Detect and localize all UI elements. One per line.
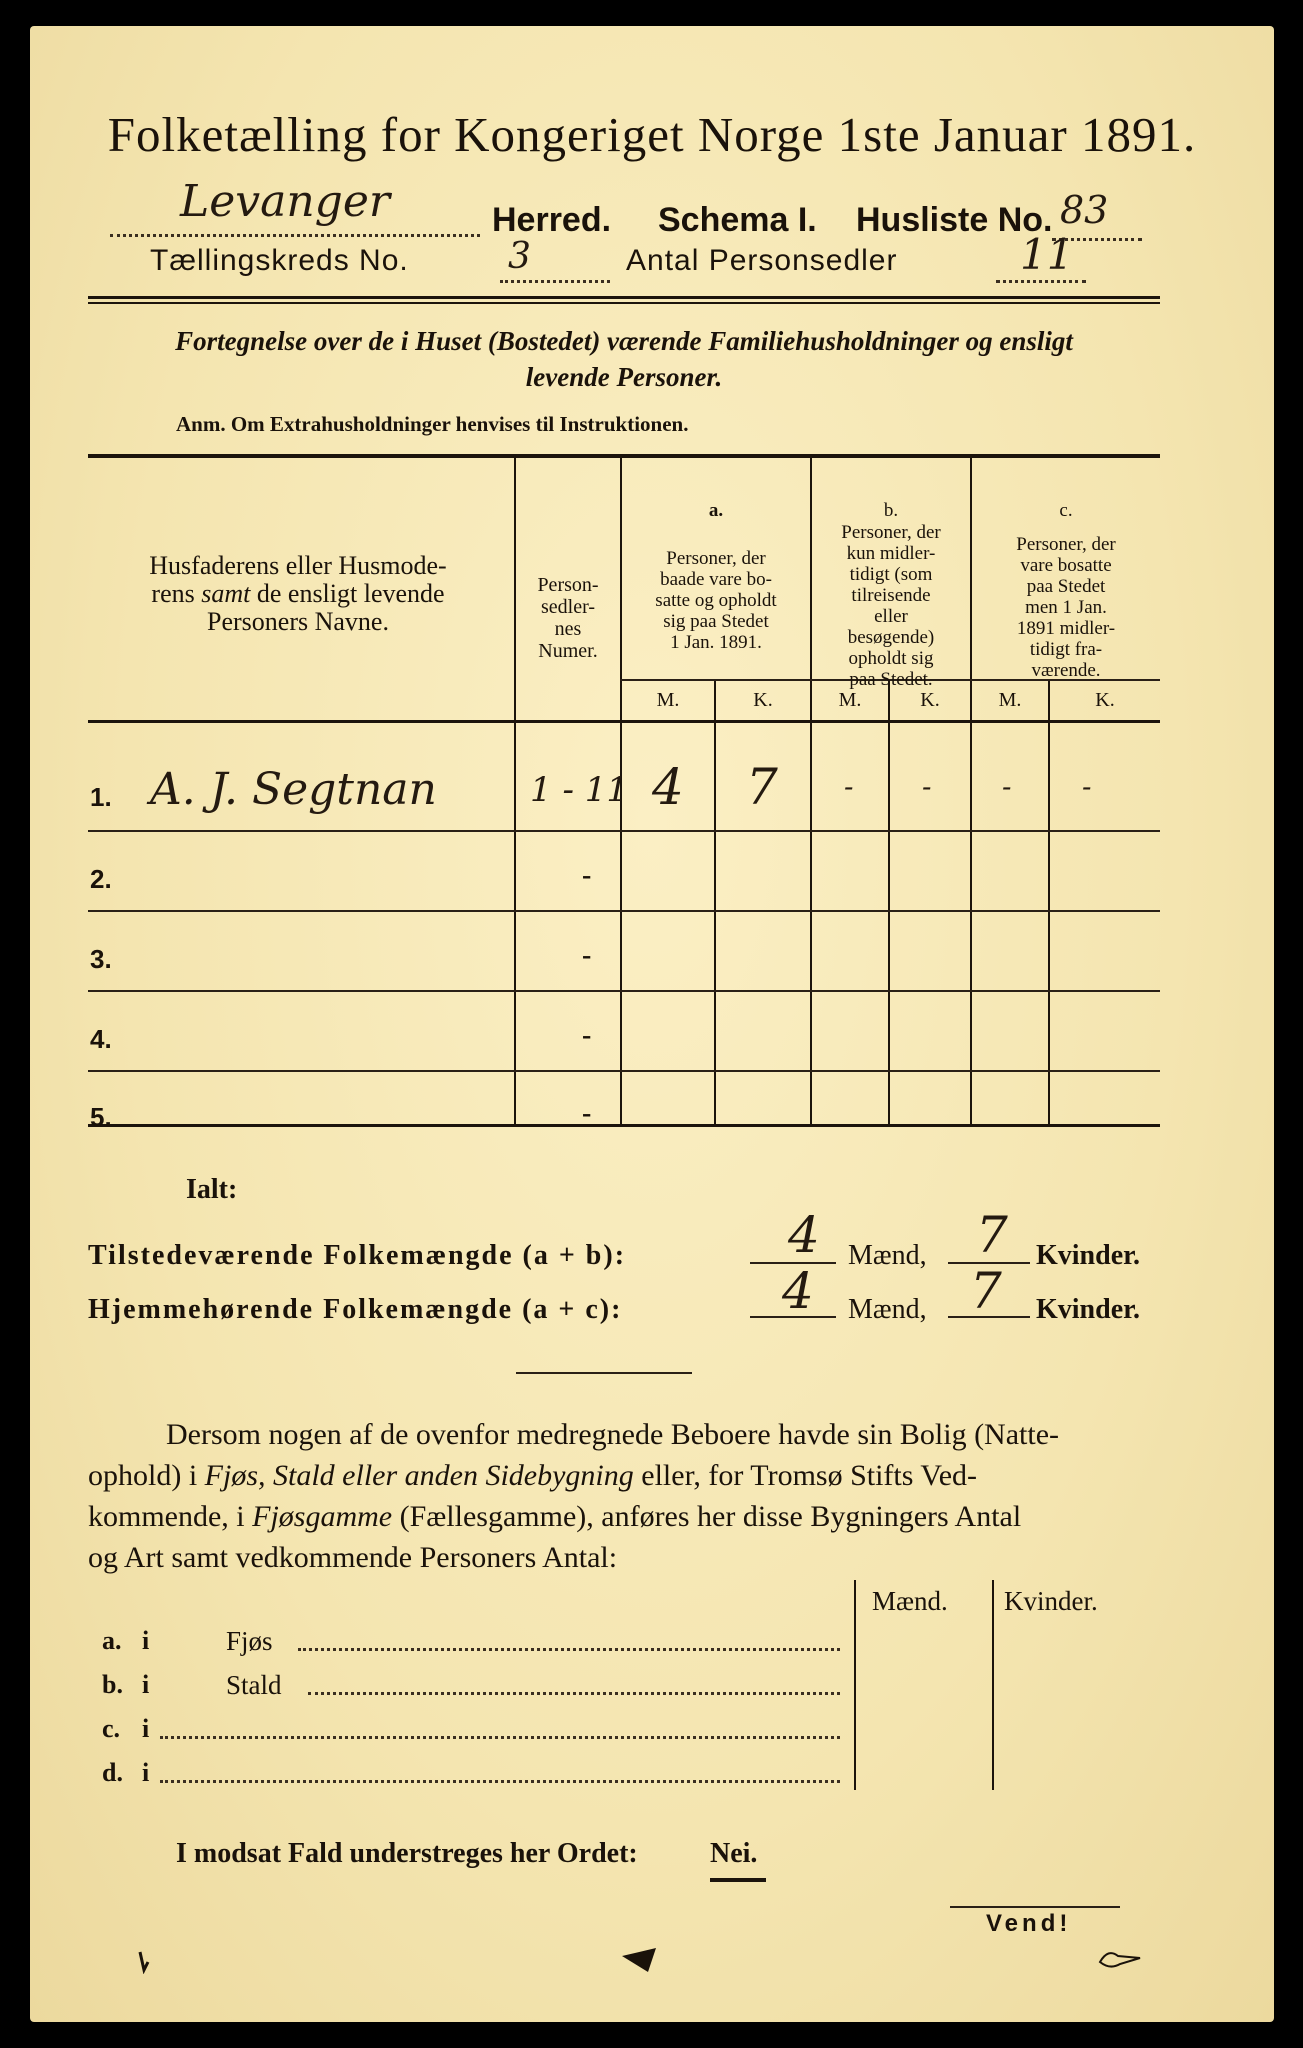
paragraph-line-3 (88, 1496, 1160, 1537)
pointing-hand-icon (1096, 1944, 1144, 1974)
paragraph-line-3a: kommende, i (88, 1500, 253, 1533)
building-b-i: i (142, 1670, 150, 1699)
building-a-letter: a. (102, 1626, 122, 1655)
col-a-l3: satte og opholdt (655, 590, 777, 611)
building-d-letter: d. (102, 1758, 123, 1787)
section-divider (516, 1372, 692, 1374)
herred-label: Herred. (492, 201, 612, 239)
vend-rule (950, 1906, 1120, 1908)
col-b-letter: b. (883, 500, 899, 521)
row-1-a-k: 7 (746, 758, 778, 816)
tilstede-maend-label: Mænd, (848, 1240, 927, 1271)
col-b-l7: opholdt sig (848, 648, 934, 669)
paragraph-line-2c: eller, for Tromsø Stifts Ved- (633, 1459, 978, 1492)
col-header-names-l1: Husfaderens eller Husmode- (149, 551, 447, 580)
building-b-label: Stald (226, 1670, 282, 1700)
col-b-l3: tidigt (som (849, 564, 933, 585)
kreds-number: 3 (508, 236, 531, 277)
tilstede-label: Tilstedeværende Folkemængde (a + b): (88, 1240, 627, 1271)
col-a-l4: sig paa Stedet (663, 611, 769, 632)
col-header-names-l2 (88, 580, 508, 608)
building-paragraph (88, 1414, 1160, 1578)
table-header-bottom-rule (88, 720, 1160, 723)
row-1-number: 1. (90, 782, 112, 812)
col-b-l5: eller (874, 606, 908, 627)
row-5-number: 5. (90, 1102, 112, 1132)
building-a-i: i (142, 1626, 150, 1655)
table-col-divider-name (514, 458, 516, 1124)
hjemme-kvinder-label: Kvinder. (1036, 1294, 1140, 1325)
table-bottom-rule (88, 1124, 1160, 1127)
row-1-sedler-range: 1 - 11 (530, 770, 628, 810)
col-header-names-l2a: rens (151, 579, 202, 608)
paragraph-line-2 (88, 1455, 1160, 1496)
vend-label: Vend! (986, 1910, 1072, 1937)
row-sep-2 (88, 910, 1160, 912)
building-d-i: i (142, 1758, 150, 1787)
form-title: Folketælling for Kongeriget Norge 1ste Januar 1891. (107, 107, 1197, 162)
header-rule-2 (88, 302, 1160, 304)
row-1-c-k: - (1082, 770, 1092, 803)
row-sep-4 (88, 1070, 1160, 1072)
row-1-name: A. J. Segtnan (150, 764, 437, 815)
buildings-maend-header: Mænd. (872, 1586, 948, 1616)
tilstede-kvinder-value: 7 (976, 1206, 1008, 1264)
paragraph-line-3b: Fjøsgamme (252, 1500, 393, 1533)
col-c-k-label: K. (1095, 689, 1115, 711)
row-1-c-m: - (1002, 770, 1012, 803)
anm-note: Anm. Om Extrahusholdninger henvises til Instruktionen. (176, 412, 689, 436)
row-5-sedler: - (582, 1098, 592, 1129)
col-a-letter: a. (708, 500, 724, 521)
building-a-dotted-line (298, 1636, 840, 1651)
col-a-l5: 1 Jan. 1891. (670, 632, 762, 653)
building-c-dotted-line (160, 1724, 840, 1739)
col-a-k-label: K. (753, 689, 773, 711)
row-4-number: 4. (90, 1024, 112, 1054)
building-b-dotted-line (308, 1680, 840, 1695)
subtitle-line-2: levende Personer. (525, 362, 723, 392)
modsat-text: I modsat Fald understreges her Ordet: (176, 1838, 638, 1869)
building-c-letter: c. (102, 1714, 121, 1743)
paragraph-line-1: Dersom nogen af de ovenfor medregnede Beboere havde sin Bolig (Natte- (166, 1418, 1060, 1451)
col-c-l1: Personer, der (1016, 534, 1116, 555)
table-top-rule (88, 454, 1160, 458)
row-1-a-m: 4 (652, 758, 684, 816)
table-mk-divider-a (714, 680, 716, 1124)
hjemme-label: Hjemmehørende Folkemængde (a + c): (88, 1294, 623, 1325)
row-1-b-m: - (844, 770, 854, 803)
col-a-l2: baade vare bo- (660, 569, 772, 590)
col-header-c (972, 534, 1160, 681)
col-b-l2: kun midler- (846, 543, 936, 564)
subtitle-line-1: Fortegnelse over de i Huset (Bostedet) værende Familiehusholdninger og ensligt (175, 326, 1073, 356)
col-a-l1: Personer, der (666, 548, 766, 569)
kreds-label: Tællingskreds No. (150, 244, 409, 277)
col-b-l8: paa Stedet. (849, 669, 933, 690)
col-a-m-label: M. (656, 689, 680, 711)
row-sep-1 (88, 830, 1160, 832)
tilstede-kvinder-label: Kvinder. (1036, 1240, 1140, 1271)
col-c-l5: 1891 midler- (1016, 618, 1116, 639)
col-b-l6: besøgende) (847, 627, 935, 648)
col-header-names-l2b: samt (201, 579, 251, 608)
table-mk-divider-b (888, 680, 890, 1124)
building-a-label: Fjøs (226, 1626, 273, 1656)
paragraph-line-4: og Art samt vedkommende Personers Antal: (88, 1541, 618, 1574)
tilstede-maend-value: 4 (788, 1206, 820, 1264)
paragraph-line-3c: (Fællesgamme), anføres her disse Bygningers Antal (392, 1500, 1022, 1533)
col-header-number-l4: Numer. (538, 640, 598, 662)
header-rule-1 (88, 296, 1160, 299)
husliste-label: Husliste No. (856, 201, 1053, 239)
ialt-label: Ialt: (186, 1174, 238, 1205)
col-header-number (516, 574, 620, 662)
col-header-number-l2: sedler- (540, 596, 595, 618)
col-c-l6: tidigt fra- (1029, 639, 1103, 660)
col-c-m-label: M. (998, 689, 1022, 711)
nei-word: Nei. (710, 1838, 758, 1869)
paragraph-line-2b: Fjøs, Stald eller anden Sidebygning (204, 1459, 634, 1492)
col-header-names-l2c: de ensligt levende (250, 579, 445, 608)
row-1-b-k: - (922, 770, 932, 803)
printer-mark-icon (620, 1946, 660, 1976)
corner-mark-icon (134, 1950, 154, 1974)
census-form-page (30, 26, 1274, 2022)
row-2-sedler: - (582, 860, 592, 891)
col-c-l2: vare bosatte (1020, 555, 1112, 576)
row-3-number: 3. (90, 944, 112, 974)
col-header-b (812, 522, 970, 690)
col-header-names-l3: Personers Navne. (207, 607, 389, 636)
col-header-names (88, 552, 508, 636)
hjemme-kvinder-value: 7 (970, 1262, 1002, 1320)
hjemme-maend-label: Mænd, (848, 1294, 927, 1325)
table-mk-divider-c (1048, 680, 1050, 1124)
antal-number: 11 (1020, 230, 1074, 279)
building-c-i: i (142, 1714, 150, 1743)
building-b-letter: b. (102, 1670, 123, 1699)
paragraph-line-2a: ophold) i (88, 1459, 205, 1492)
col-header-number-l3: nes (554, 618, 582, 640)
building-d-dotted-line (160, 1768, 840, 1783)
row-4-sedler: - (582, 1020, 592, 1051)
buildings-kvinder-header: Kvinder. (1004, 1586, 1098, 1616)
buildings-divider-1 (854, 1580, 856, 1790)
antal-label: Antal Personsedler (626, 244, 898, 277)
col-b-k-label: K. (920, 689, 940, 711)
husliste-number: 83 (1060, 188, 1109, 232)
col-c-l7: værende. (1031, 660, 1101, 681)
col-header-number-l1: Person- (537, 574, 599, 596)
col-b-l4: tilreisende (851, 585, 931, 606)
col-b-m-label: M. (838, 689, 862, 711)
col-b-l1: Personer, der (841, 522, 941, 543)
schema-label: Schema I. (658, 201, 817, 239)
col-header-a (622, 548, 810, 653)
col-c-letter: c. (1059, 500, 1073, 521)
buildings-divider-2 (992, 1580, 994, 1790)
nei-underline (710, 1878, 766, 1882)
hjemme-maend-value: 4 (782, 1262, 814, 1320)
col-c-l4: men 1 Jan. (1025, 597, 1107, 618)
row-3-sedler: - (582, 940, 592, 971)
row-2-number: 2. (90, 864, 112, 894)
row-sep-3 (88, 990, 1160, 992)
herred-name: Levanger (180, 176, 390, 227)
col-c-l3: paa Stedet (1026, 576, 1106, 597)
